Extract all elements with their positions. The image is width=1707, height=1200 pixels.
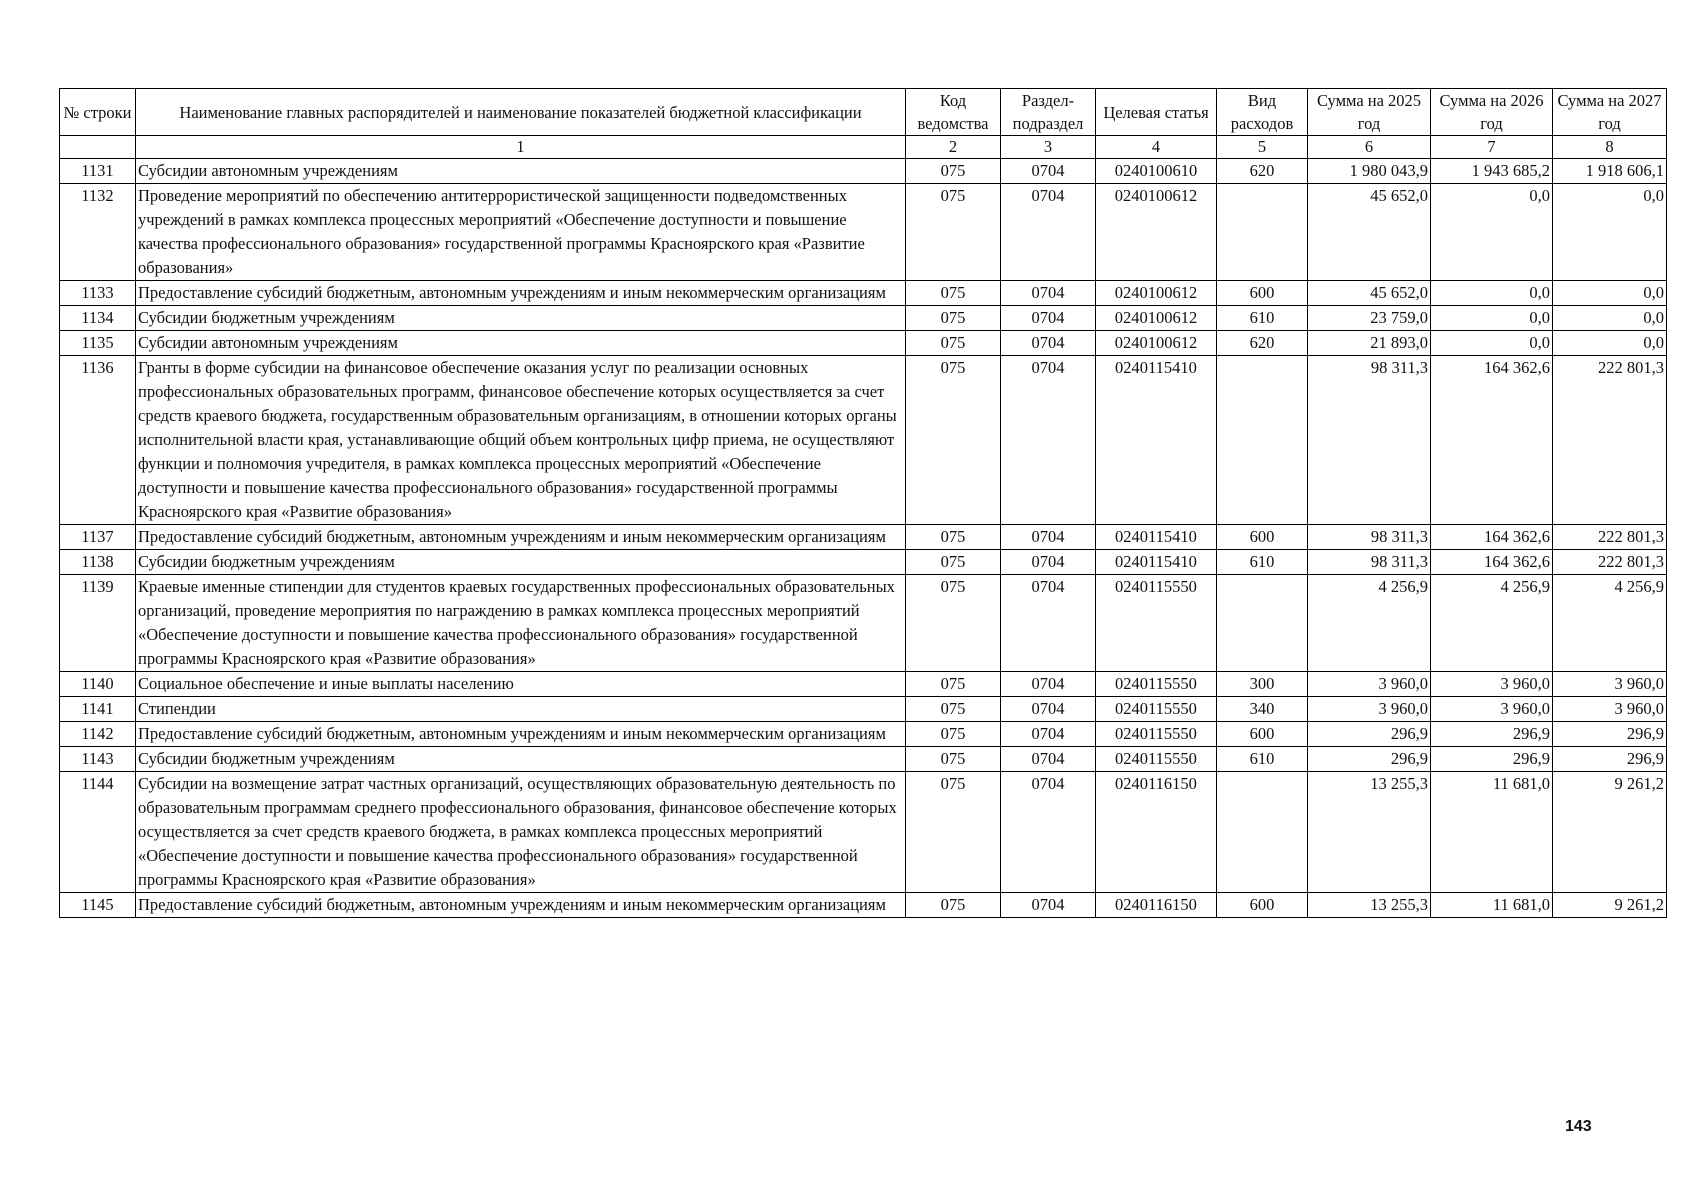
sum-2027-cell: 222 801,3	[1553, 356, 1667, 525]
target-item-cell: 0240116150	[1096, 772, 1217, 893]
table-row	[60, 722, 1667, 747]
expense-type-cell: 620	[1217, 159, 1308, 184]
column-number: 4	[1096, 136, 1217, 159]
sum-2025-cell: 45 652,0	[1308, 281, 1431, 306]
header-row	[60, 89, 1667, 136]
section-cell: 0704	[1001, 893, 1096, 918]
section-cell: 0704	[1001, 331, 1096, 356]
page-number: 143	[1565, 1118, 1592, 1135]
target-item-cell: 0240115550	[1096, 747, 1217, 772]
target-item-cell: 0240100612	[1096, 281, 1217, 306]
row-number-cell: 1132	[60, 184, 136, 281]
row-number-cell: 1144	[60, 772, 136, 893]
header-sum-2026: Сумма на 2026 год	[1431, 89, 1553, 136]
sum-2025-cell: 98 311,3	[1308, 356, 1431, 525]
expense-type-cell: 300	[1217, 672, 1308, 697]
name-cell: Субсидии на возмещение затрат частных организаций, осуществляющих образовательную деятельность по образовательным программам среднего профессионального образования, финансовое обеспечение которых осуществляется за счет средств краевого бюджета, в рамках комплекса процессных мероприятий «Обеспечение доступности и повышение качества профессионального образования» государственной программы Красноярского края «Развитие образования»	[136, 772, 906, 893]
sum-2025-cell: 3 960,0	[1308, 697, 1431, 722]
table-row	[60, 331, 1667, 356]
sum-2027-cell: 3 960,0	[1553, 697, 1667, 722]
section-cell: 0704	[1001, 306, 1096, 331]
sum-2027-cell: 0,0	[1553, 281, 1667, 306]
sum-2025-cell: 296,9	[1308, 722, 1431, 747]
table-row	[60, 672, 1667, 697]
target-item-cell: 0240115550	[1096, 722, 1217, 747]
column-number: 5	[1217, 136, 1308, 159]
section-cell: 0704	[1001, 184, 1096, 281]
table-row	[60, 697, 1667, 722]
header-row-number: № строки	[60, 89, 136, 136]
sum-2027-cell: 222 801,3	[1553, 525, 1667, 550]
section-cell: 0704	[1001, 525, 1096, 550]
sum-2027-cell: 3 960,0	[1553, 672, 1667, 697]
expense-type-cell: 600	[1217, 281, 1308, 306]
target-item-cell: 0240100612	[1096, 331, 1217, 356]
table-row	[60, 281, 1667, 306]
expense-type-cell: 610	[1217, 306, 1308, 331]
section-cell: 0704	[1001, 281, 1096, 306]
name-cell: Краевые именные стипендии для студентов краевых государственных профессиональных образовательных организаций, проведение мероприятия по награждению в рамках комплекса процессных мероприятий «Обеспечение доступности и повышение качества профессионального образования» государственной программы Красноярского края «Развитие образования»	[136, 575, 906, 672]
dept-code-cell: 075	[906, 356, 1001, 525]
target-item-cell: 0240115550	[1096, 575, 1217, 672]
column-number: 6	[1308, 136, 1431, 159]
column-number-row	[60, 136, 1667, 159]
table-body	[60, 159, 1667, 918]
name-cell: Субсидии бюджетным учреждениям	[136, 550, 906, 575]
sum-2025-cell: 23 759,0	[1308, 306, 1431, 331]
dept-code-cell: 075	[906, 331, 1001, 356]
sum-2026-cell: 164 362,6	[1431, 550, 1553, 575]
name-cell: Предоставление субсидий бюджетным, автономным учреждениям и иным некоммерческим организациям	[136, 281, 906, 306]
expense-type-cell	[1217, 184, 1308, 281]
name-cell: Предоставление субсидий бюджетным, автономным учреждениям и иным некоммерческим организациям	[136, 722, 906, 747]
column-number	[60, 136, 136, 159]
name-cell: Предоставление субсидий бюджетным, автономным учреждениям и иным некоммерческим организациям	[136, 525, 906, 550]
table-row	[60, 747, 1667, 772]
budget-table	[59, 88, 1667, 918]
expense-type-cell: 610	[1217, 550, 1308, 575]
column-number: 7	[1431, 136, 1553, 159]
section-cell: 0704	[1001, 356, 1096, 525]
sum-2027-cell: 0,0	[1553, 331, 1667, 356]
dept-code-cell: 075	[906, 747, 1001, 772]
header-expense-type: Вид расходов	[1217, 89, 1308, 136]
section-cell: 0704	[1001, 747, 1096, 772]
section-cell: 0704	[1001, 697, 1096, 722]
sum-2025-cell: 3 960,0	[1308, 672, 1431, 697]
target-item-cell: 0240100612	[1096, 184, 1217, 281]
header-sum-2025: Сумма на 2025 год	[1308, 89, 1431, 136]
row-number-cell: 1137	[60, 525, 136, 550]
sum-2025-cell: 4 256,9	[1308, 575, 1431, 672]
name-cell: Предоставление субсидий бюджетным, автономным учреждениям и иным некоммерческим организациям	[136, 893, 906, 918]
sum-2027-cell: 0,0	[1553, 306, 1667, 331]
dept-code-cell: 075	[906, 772, 1001, 893]
row-number-cell: 1142	[60, 722, 136, 747]
row-number-cell: 1139	[60, 575, 136, 672]
sum-2026-cell: 0,0	[1431, 281, 1553, 306]
name-cell: Субсидии автономным учреждениям	[136, 331, 906, 356]
row-number-cell: 1133	[60, 281, 136, 306]
section-cell: 0704	[1001, 672, 1096, 697]
dept-code-cell: 075	[906, 575, 1001, 672]
row-number-cell: 1145	[60, 893, 136, 918]
header-name: Наименование главных распорядителей и наименование показателей бюджетной классификации	[136, 89, 906, 136]
header-sum-2027: Сумма на 2027 год	[1553, 89, 1667, 136]
column-number: 8	[1553, 136, 1667, 159]
target-item-cell: 0240100612	[1096, 306, 1217, 331]
expense-type-cell: 620	[1217, 331, 1308, 356]
sum-2025-cell: 21 893,0	[1308, 331, 1431, 356]
sum-2026-cell: 0,0	[1431, 306, 1553, 331]
row-number-cell: 1141	[60, 697, 136, 722]
table-row	[60, 184, 1667, 281]
table-row	[60, 356, 1667, 525]
expense-type-cell	[1217, 772, 1308, 893]
dept-code-cell: 075	[906, 281, 1001, 306]
section-cell: 0704	[1001, 722, 1096, 747]
sum-2026-cell: 296,9	[1431, 747, 1553, 772]
row-number-cell: 1136	[60, 356, 136, 525]
table-row	[60, 306, 1667, 331]
sum-2027-cell: 9 261,2	[1553, 893, 1667, 918]
header-target-item: Целевая статья	[1096, 89, 1217, 136]
expense-type-cell	[1217, 356, 1308, 525]
sum-2027-cell: 296,9	[1553, 722, 1667, 747]
section-cell: 0704	[1001, 772, 1096, 893]
expense-type-cell: 610	[1217, 747, 1308, 772]
header-dept-code: Код ведомства	[906, 89, 1001, 136]
column-number: 3	[1001, 136, 1096, 159]
target-item-cell: 0240100610	[1096, 159, 1217, 184]
dept-code-cell: 075	[906, 722, 1001, 747]
row-number-cell: 1135	[60, 331, 136, 356]
name-cell: Проведение мероприятий по обеспечению антитеррористической защищенности подведомственных учреждений в рамках комплекса процессных мероприятий «Обеспечение доступности и повышение качества профессионального образования» государственной программы Красноярского края «Развитие образования»	[136, 184, 906, 281]
name-cell: Социальное обеспечение и иные выплаты населению	[136, 672, 906, 697]
expense-type-cell: 600	[1217, 722, 1308, 747]
dept-code-cell: 075	[906, 306, 1001, 331]
sum-2027-cell: 0,0	[1553, 184, 1667, 281]
column-number: 2	[906, 136, 1001, 159]
section-cell: 0704	[1001, 575, 1096, 672]
name-cell: Субсидии автономным учреждениям	[136, 159, 906, 184]
section-cell: 0704	[1001, 159, 1096, 184]
expense-type-cell	[1217, 575, 1308, 672]
dept-code-cell: 075	[906, 525, 1001, 550]
sum-2027-cell: 9 261,2	[1553, 772, 1667, 893]
sum-2025-cell: 13 255,3	[1308, 893, 1431, 918]
target-item-cell: 0240116150	[1096, 893, 1217, 918]
sum-2027-cell: 222 801,3	[1553, 550, 1667, 575]
row-number-cell: 1134	[60, 306, 136, 331]
sum-2026-cell: 296,9	[1431, 722, 1553, 747]
row-number-cell: 1140	[60, 672, 136, 697]
target-item-cell: 0240115410	[1096, 550, 1217, 575]
table-row	[60, 159, 1667, 184]
dept-code-cell: 075	[906, 184, 1001, 281]
sum-2027-cell: 4 256,9	[1553, 575, 1667, 672]
expense-type-cell: 600	[1217, 893, 1308, 918]
column-number: 1	[136, 136, 906, 159]
sum-2025-cell: 13 255,3	[1308, 772, 1431, 893]
table-row	[60, 575, 1667, 672]
table-row	[60, 550, 1667, 575]
section-cell: 0704	[1001, 550, 1096, 575]
expense-type-cell: 600	[1217, 525, 1308, 550]
target-item-cell: 0240115410	[1096, 356, 1217, 525]
name-cell: Гранты в форме субсидии на финансовое обеспечение оказания услуг по реализации основных профессиональных образовательных программ, финансовое обеспечение которых осуществляется за счет средств краевого бюджета, государственным образовательным организациям, в отношении которых органы исполнительной власти края, устанавливающие общий объем контрольных цифр приема, не осуществляют функции и полномочия учредителя, в рамках комплекса процессных мероприятий «Обеспечение доступности и повышение качества профессионального образования» государственной программы Красноярского края «Развитие образования»	[136, 356, 906, 525]
table-row	[60, 772, 1667, 893]
dept-code-cell: 075	[906, 672, 1001, 697]
table-row	[60, 893, 1667, 918]
table-row	[60, 525, 1667, 550]
sum-2026-cell: 3 960,0	[1431, 697, 1553, 722]
sum-2025-cell: 98 311,3	[1308, 525, 1431, 550]
header-section: Раздел-подраздел	[1001, 89, 1096, 136]
sum-2026-cell: 4 256,9	[1431, 575, 1553, 672]
sum-2026-cell: 164 362,6	[1431, 525, 1553, 550]
sum-2027-cell: 1 918 606,1	[1553, 159, 1667, 184]
sum-2025-cell: 1 980 043,9	[1308, 159, 1431, 184]
name-cell: Субсидии бюджетным учреждениям	[136, 306, 906, 331]
row-number-cell: 1143	[60, 747, 136, 772]
sum-2025-cell: 98 311,3	[1308, 550, 1431, 575]
dept-code-cell: 075	[906, 697, 1001, 722]
sum-2026-cell: 11 681,0	[1431, 772, 1553, 893]
dept-code-cell: 075	[906, 550, 1001, 575]
dept-code-cell: 075	[906, 893, 1001, 918]
target-item-cell: 0240115550	[1096, 697, 1217, 722]
sum-2026-cell: 0,0	[1431, 331, 1553, 356]
sum-2026-cell: 3 960,0	[1431, 672, 1553, 697]
sum-2025-cell: 45 652,0	[1308, 184, 1431, 281]
name-cell: Стипендии	[136, 697, 906, 722]
expense-type-cell: 340	[1217, 697, 1308, 722]
sum-2027-cell: 296,9	[1553, 747, 1667, 772]
name-cell: Субсидии бюджетным учреждениям	[136, 747, 906, 772]
sum-2026-cell: 1 943 685,2	[1431, 159, 1553, 184]
sum-2026-cell: 0,0	[1431, 184, 1553, 281]
sum-2025-cell: 296,9	[1308, 747, 1431, 772]
target-item-cell: 0240115550	[1096, 672, 1217, 697]
sum-2026-cell: 164 362,6	[1431, 356, 1553, 525]
target-item-cell: 0240115410	[1096, 525, 1217, 550]
row-number-cell: 1138	[60, 550, 136, 575]
row-number-cell: 1131	[60, 159, 136, 184]
dept-code-cell: 075	[906, 159, 1001, 184]
sum-2026-cell: 11 681,0	[1431, 893, 1553, 918]
